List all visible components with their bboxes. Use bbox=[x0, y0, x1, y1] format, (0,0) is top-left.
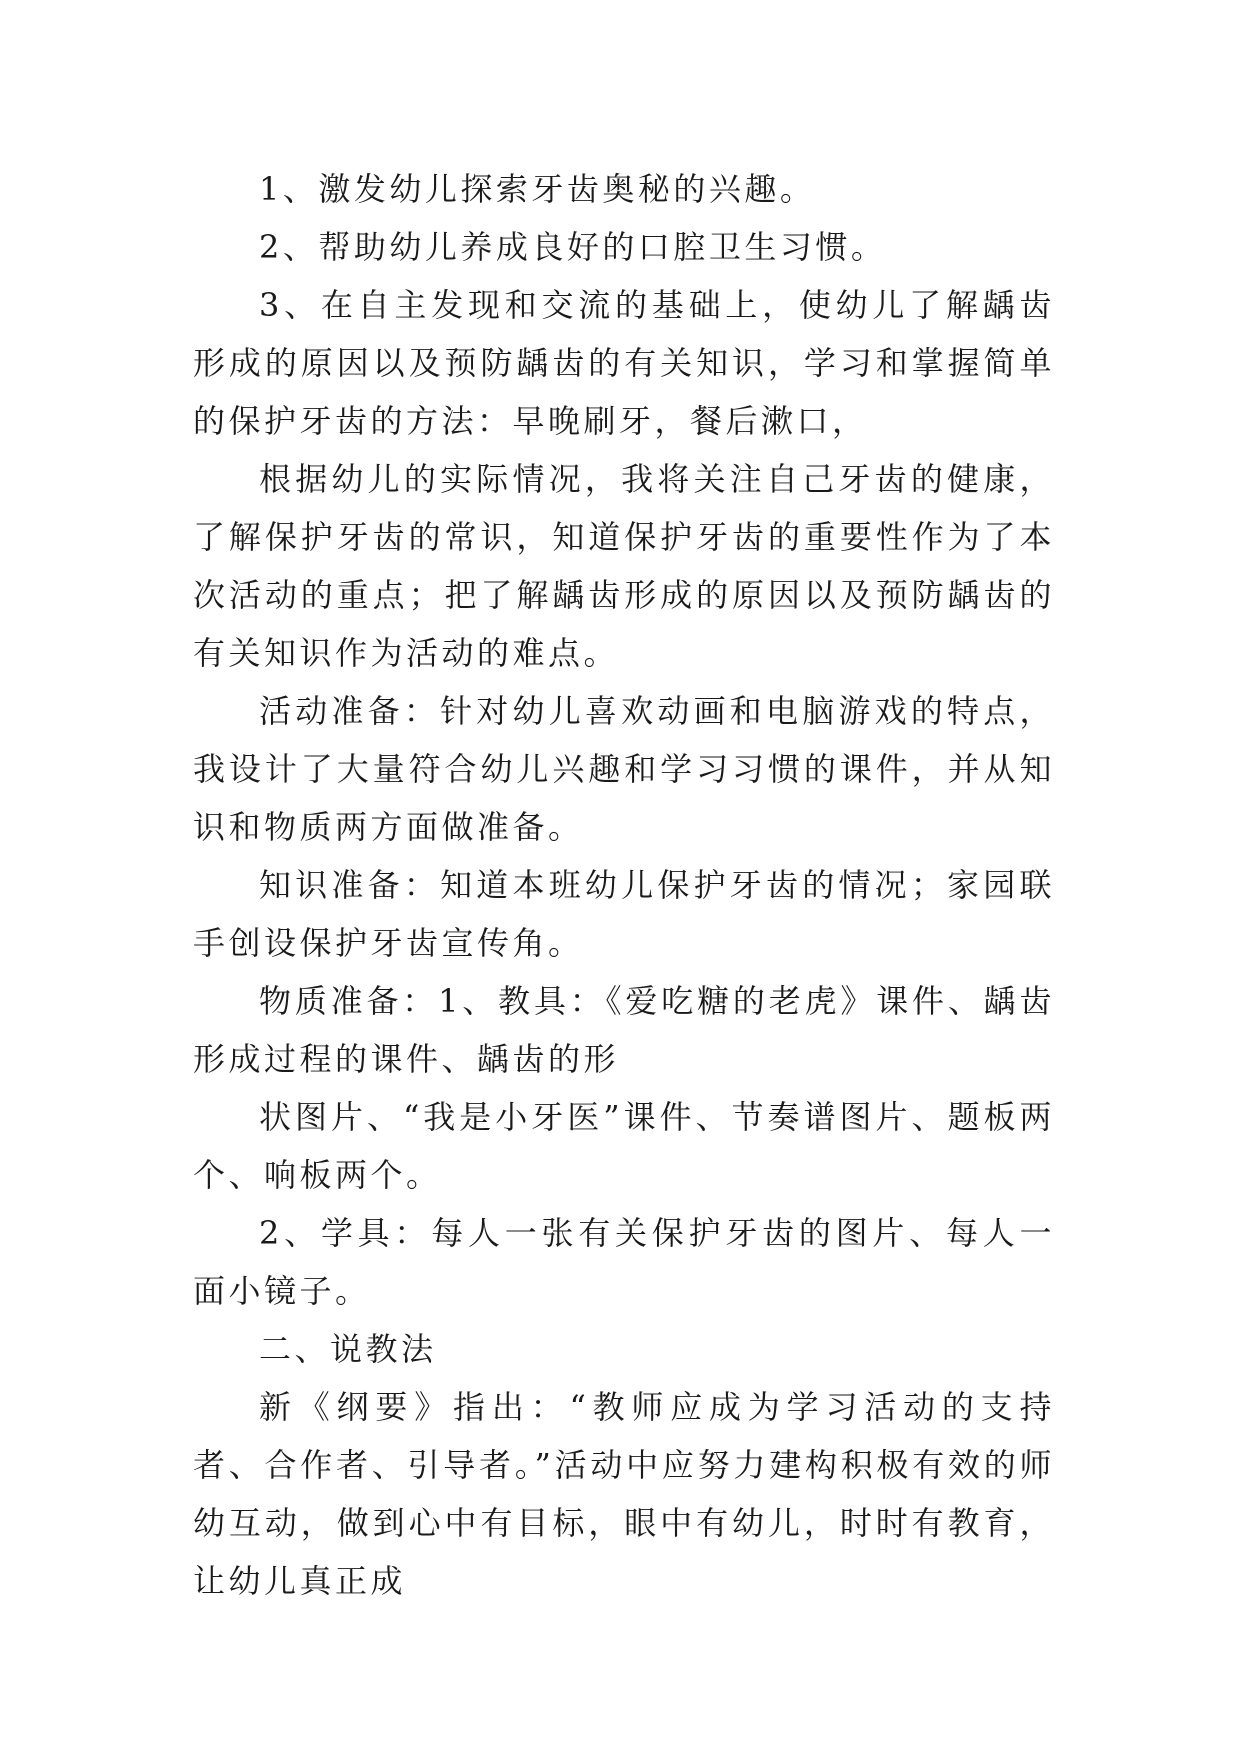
paragraph-guidelines: 新《纲要》指出：“教师应成为学习活动的支持者、合作者、引导者。”活动中应努力建构积极有效的师幼互动，做到心中有目标，眼中有幼儿，时时有教育，让幼儿真正成 bbox=[193, 1388, 1055, 1600]
document-body bbox=[193, 160, 1055, 1610]
paragraph-goal-2: 2、帮助幼儿养成良好的口腔卫生习惯。 bbox=[259, 228, 887, 266]
paragraph-activity-preparation: 活动准备：针对幼儿喜欢动画和电脑游戏的特点，我设计了大量符合幼儿兴趣和学习习惯的课件，并从知识和物质两方面做准备。 bbox=[193, 692, 1055, 846]
paragraph-material-preparation: 物质准备：1、教具：《爱吃糖的老虎》课件、龋齿形成过程的课件、龋齿的形 bbox=[193, 982, 1055, 1078]
section-heading-teaching-method: 二、说教法 bbox=[259, 1330, 437, 1368]
paragraph-learning-tools: 2、学具：每人一张有关保护牙齿的图片、每人一面小镜子。 bbox=[193, 1214, 1055, 1310]
paragraph-key-points: 根据幼儿的实际情况，我将关注自己牙齿的健康，了解保护牙齿的常识，知道保护牙齿的重要性作为了本次活动的重点；把了解龋齿形成的原因以及预防龋齿的有关知识作为活动的难点。 bbox=[193, 460, 1055, 672]
paragraph-knowledge-preparation: 知识准备：知道本班幼儿保护牙齿的情况；家园联手创设保护牙齿宣传角。 bbox=[193, 866, 1055, 962]
paragraph-goal-3: 3、在自主发现和交流的基础上，使幼儿了解龋齿形成的原因以及预防龋齿的有关知识，学习和掌握简单的保护牙齿的方法：早晚刷牙，餐后漱口， bbox=[193, 286, 1055, 440]
paragraph-goal-1: 1、激发幼儿探索牙齿奥秘的兴趣。 bbox=[259, 170, 816, 208]
paragraph-material-continued: 状图片、“我是小牙医”课件、节奏谱图片、题板两个、响板两个。 bbox=[193, 1098, 1055, 1194]
